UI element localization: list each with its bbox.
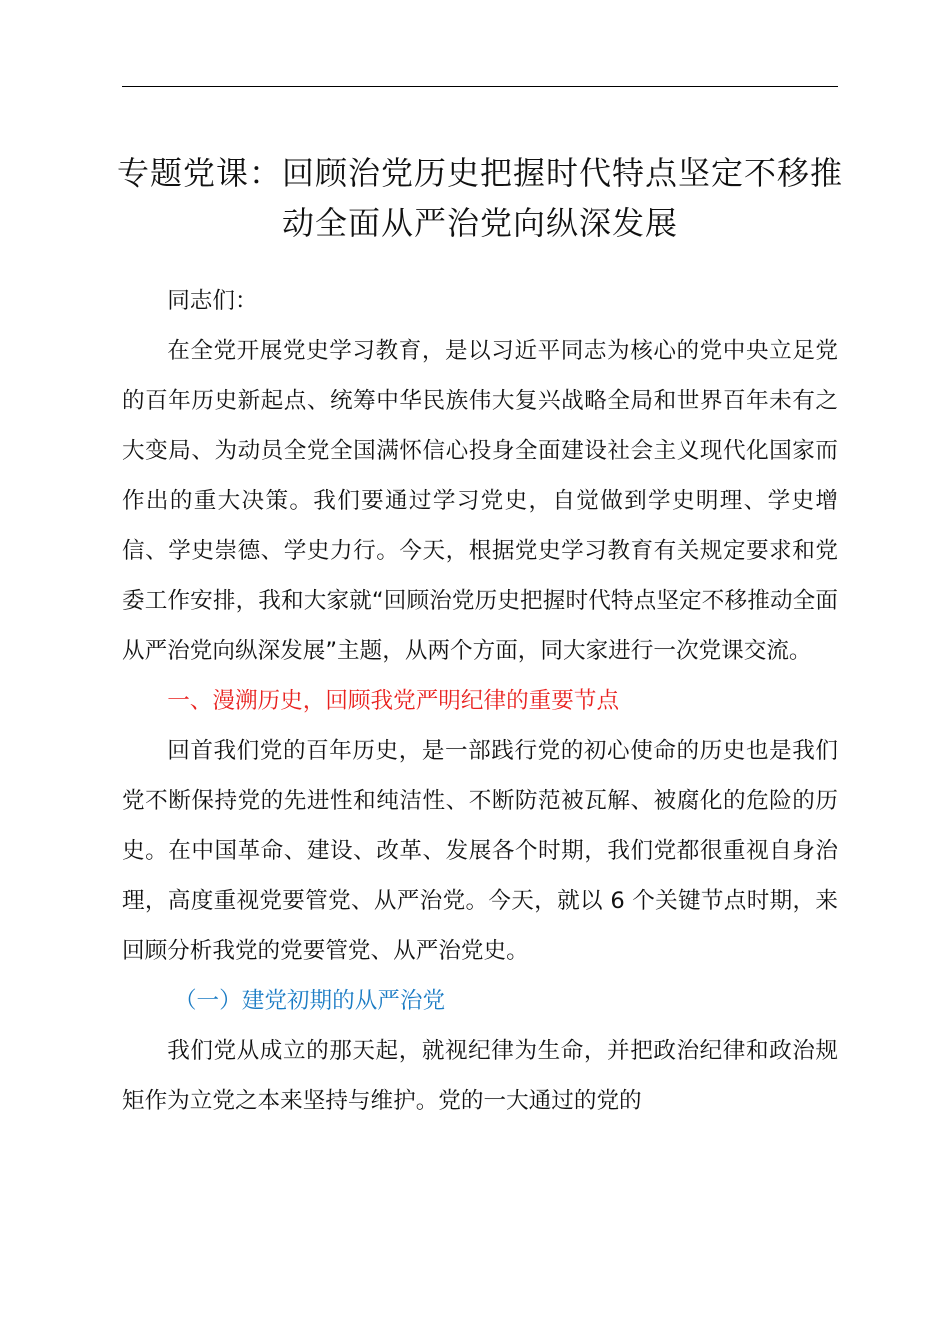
header-rule (122, 86, 838, 87)
subsection-paragraph: 我们党从成立的那天起，就视纪律为生命，并把政治纪律和政治规矩作为立党之本来坚持与维护。党的一大通过的党的 (122, 1038, 838, 1114)
intro-paragraph: 在全党开展党史学习教育，是以习近平同志为核心的党中央立足党的百年历史新起点、统筹中华民族伟大复兴战略全局和世界百年未有之大变局、为动员全党全国满怀信心投身全面建设社会主义现代化国家而作出的重大决策。我们要通过学习党史，自觉做到学史明理、学史增信、学史崇德、学史力行。今天，根据党史学习教育有关规定要求和党委工作安排，我和大家就“回顾治党历史把握时代特点坚定不移推动全面从严治党向纵深发展”主题，从两个方面，同大家进行一次党课交流。 (122, 338, 838, 664)
document-body (122, 276, 838, 1126)
document-title: 专题党课：回顾治党历史把握时代特点坚定不移推动全面从严治党向纵深发展 (116, 154, 843, 242)
section-heading: 一、漫溯历史，回顾我党严明纪律的重要节点 (167, 688, 620, 714)
subsection-heading: （一）建党初期的从严治党 (173, 988, 446, 1014)
salutation: 同志们： (167, 288, 258, 314)
section-paragraph: 回首我们党的百年历史，是一部践行党的初心使命的历史也是我们党不断保持党的先进性和纯洁性、不断防范被瓦解、被腐化的危险的历史。在中国革命、建设、改革、发展各个时期，我们党都很重视自身治理，高度重视党要管党、从严治党。今天，就以 6 个关键节点时期，来回顾分析我党的党要管党、从严治党史。 (122, 738, 838, 964)
